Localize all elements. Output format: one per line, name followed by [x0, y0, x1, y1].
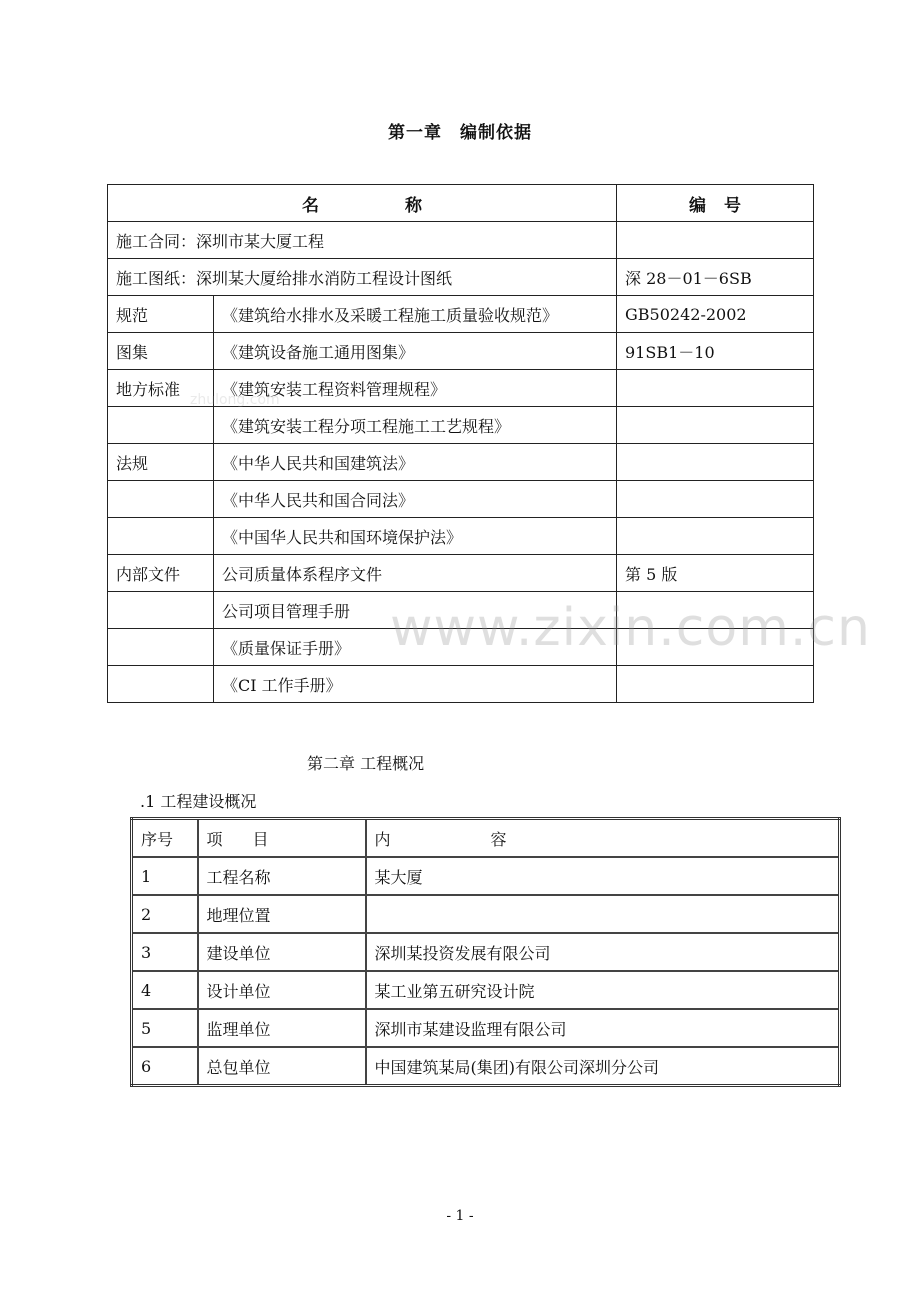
row-content: 中国建筑某局(集团)有限公司深圳分公司 [366, 1047, 840, 1086]
row-category: 内部文件 [108, 555, 214, 592]
chapter1-number: 第一章 [388, 123, 442, 143]
basis-table-row [108, 407, 814, 444]
row-document: 《质量保证手册》 [214, 629, 617, 666]
row-document: 《建筑安装工程分项工程施工工艺规程》 [214, 407, 617, 444]
row-item: 监理单位 [198, 1009, 366, 1047]
basis-table-row [108, 259, 814, 296]
row-number [617, 407, 814, 444]
overview-table-row [132, 1009, 840, 1047]
header-number: 编号 [617, 185, 814, 222]
header-content: 内容 [366, 819, 840, 858]
row-document: 《建筑给水排水及采暖工程施工质量验收规范》 [214, 296, 617, 333]
overview-table-row [132, 971, 840, 1009]
row-seq: 2 [132, 895, 198, 933]
overview-table [130, 817, 841, 1087]
row-category: 施工合同：深圳市某大厦工程 [108, 222, 617, 259]
row-item: 工程名称 [198, 857, 366, 895]
row-item: 地理位置 [198, 895, 366, 933]
row-number [617, 370, 814, 407]
row-content: 某大厦 [366, 857, 840, 895]
basis-table-row [108, 481, 814, 518]
row-document: 《建筑设备施工通用图集》 [214, 333, 617, 370]
row-number [617, 222, 814, 259]
basis-table-row [108, 222, 814, 259]
basis-table-header [108, 185, 814, 222]
row-seq: 5 [132, 1009, 198, 1047]
row-seq: 3 [132, 933, 198, 971]
header-name: 名称 [108, 185, 617, 222]
row-content: 某工业第五研究设计院 [366, 971, 840, 1009]
overview-table-row [132, 895, 840, 933]
row-seq: 1 [132, 857, 198, 895]
basis-table-row [108, 333, 814, 370]
basis-table-row [108, 629, 814, 666]
row-document: 公司项目管理手册 [214, 592, 617, 629]
row-category: 法规 [108, 444, 214, 481]
watermark: www.zixin.com.cn [390, 598, 871, 658]
watermark-small: zhulong.com [190, 392, 280, 408]
basis-table [107, 184, 814, 703]
row-category: 图集 [108, 333, 214, 370]
row-item: 总包单位 [198, 1047, 366, 1086]
row-number [617, 518, 814, 555]
overview-table-header [132, 819, 840, 858]
header-item: 项目 [198, 819, 366, 858]
row-category: 规范 [108, 296, 214, 333]
row-number: 91SB1－10 [617, 333, 814, 370]
row-number: 深 28－01－6SB [617, 259, 814, 296]
row-category [108, 407, 214, 444]
row-category [108, 629, 214, 666]
row-number [617, 444, 814, 481]
chapter1-title: 编制依据 [460, 123, 532, 143]
row-number: GB50242-2002 [617, 296, 814, 333]
basis-table-row [108, 555, 814, 592]
basis-table-row [108, 444, 814, 481]
row-document: 公司质量体系程序文件 [214, 555, 617, 592]
overview-table-row [132, 933, 840, 971]
header-seq: 序号 [132, 819, 198, 858]
overview-table-row [132, 857, 840, 895]
row-category [108, 592, 214, 629]
section-heading: .1 工程建设概况 [140, 792, 257, 811]
row-category: 施工图纸：深圳某大厦给排水消防工程设计图纸 [108, 259, 617, 296]
row-document: 《CI 工作手册》 [214, 666, 617, 703]
row-item: 建设单位 [198, 933, 366, 971]
row-seq: 4 [132, 971, 198, 1009]
row-seq: 6 [132, 1047, 198, 1086]
row-number: 第 5 版 [617, 555, 814, 592]
overview-table-row [132, 1047, 840, 1086]
row-category: 地方标准 [108, 370, 214, 407]
row-number [617, 629, 814, 666]
row-content [366, 895, 840, 933]
row-document: 《中华人民共和国建筑法》 [214, 444, 617, 481]
row-number [617, 666, 814, 703]
row-content: 深圳市某建设监理有限公司 [366, 1009, 840, 1047]
row-content: 深圳某投资发展有限公司 [366, 933, 840, 971]
row-category [108, 518, 214, 555]
row-category [108, 481, 214, 518]
row-document: 《建筑安装工程资料管理规程》 [214, 370, 617, 407]
basis-table-row [108, 518, 814, 555]
basis-table-row [108, 592, 814, 629]
row-document: 《中国华人民共和国环境保护法》 [214, 518, 617, 555]
row-number [617, 481, 814, 518]
basis-table-row [108, 666, 814, 703]
row-number [617, 592, 814, 629]
chapter2-heading: 第二章 工程概况 [307, 754, 425, 773]
page-number: - 1 - [446, 1208, 474, 1224]
row-item: 设计单位 [198, 971, 366, 1009]
row-category [108, 666, 214, 703]
chapter1-heading [0, 118, 920, 143]
row-document: 《中华人民共和国合同法》 [214, 481, 617, 518]
basis-table-row [108, 296, 814, 333]
